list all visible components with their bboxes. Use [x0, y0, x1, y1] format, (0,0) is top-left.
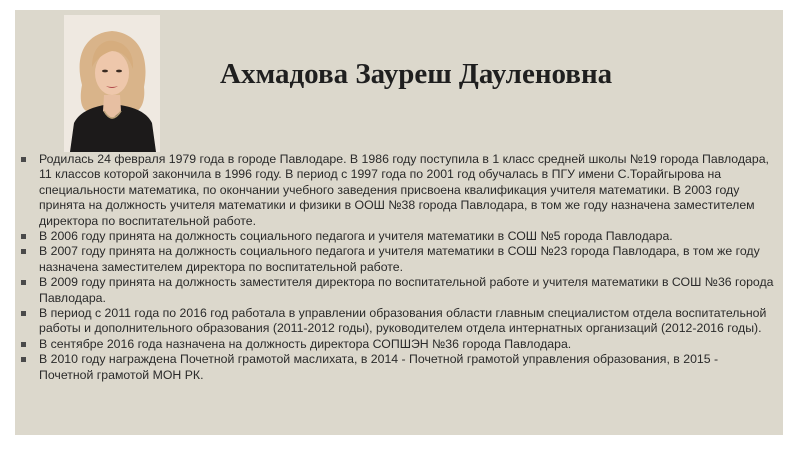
list-item-text: В сентябре 2016 года назначена на должность директора СОПШЭН №36 города Павлодара.: [39, 336, 572, 351]
portrait-photo: [64, 15, 160, 152]
list-item-text: В 2009 году принята на должность заместителя директора по воспитательной работе и учителя математики в СОШ №36 города Павлодара.: [39, 275, 774, 305]
list-item-text: В 2007 году принята на должность социального педагога и учителя математики в СОШ №23 города Павлодара, в том же году назначена заместителем директора по воспитательной работе.: [39, 244, 760, 274]
bullet-icon: [21, 280, 26, 285]
list-item-text: Родилась 24 февраля 1979 года в городе Павлодаре. В 1986 году поступила в 1 класс средней школы №19 города Павлодара, 11 классов которой закончила в 1996 году. В период с 1997 года по 2001 год обучалась в ПГУ имени С.Торайгырова на специальности математика, по окончании учебного заведения присвоена квалификация учителя математики. В 2003 году принята на должность учителя математики и физики в ООШ №38 города Павлодара, в том же году назначена заместителем директора по воспитательной работе.: [39, 152, 769, 228]
list-item-text: В 2006 году принята на должность социального педагога и учителя математики в СОШ №5 города Павлодара.: [39, 229, 673, 244]
list-item: [19, 337, 775, 352]
bullet-icon: [21, 234, 26, 239]
bullet-icon: [21, 249, 26, 254]
list-item: [19, 229, 775, 244]
list-item: [19, 244, 775, 275]
bullet-icon: [21, 342, 26, 347]
bullet-icon: [21, 311, 26, 316]
biography-slide: [15, 10, 783, 435]
bullet-icon: [21, 357, 26, 362]
biography-list: [19, 152, 775, 383]
bullet-icon: [21, 157, 26, 162]
list-item: [19, 306, 775, 337]
list-item: [19, 275, 775, 306]
portrait-image: [64, 15, 160, 152]
list-item-text: В период с 2011 года по 2016 год работала в управлении образования области главным специалистом отдела воспитательной работы и дополнительного образования (2011-2012 годы), руководителем отдела интернатных организаций (2012-2016 годы).: [39, 306, 767, 336]
list-item: [19, 152, 775, 229]
list-item: [19, 352, 775, 383]
list-item-text: В 2010 году награждена Почетной грамотой маслихата, в 2014 - Почетной грамотой управления образования, в 2015 - Почетной грамотой МОН РК.: [39, 352, 719, 382]
page-title: Ахмадова Зауреш Дауленовна: [220, 58, 613, 90]
